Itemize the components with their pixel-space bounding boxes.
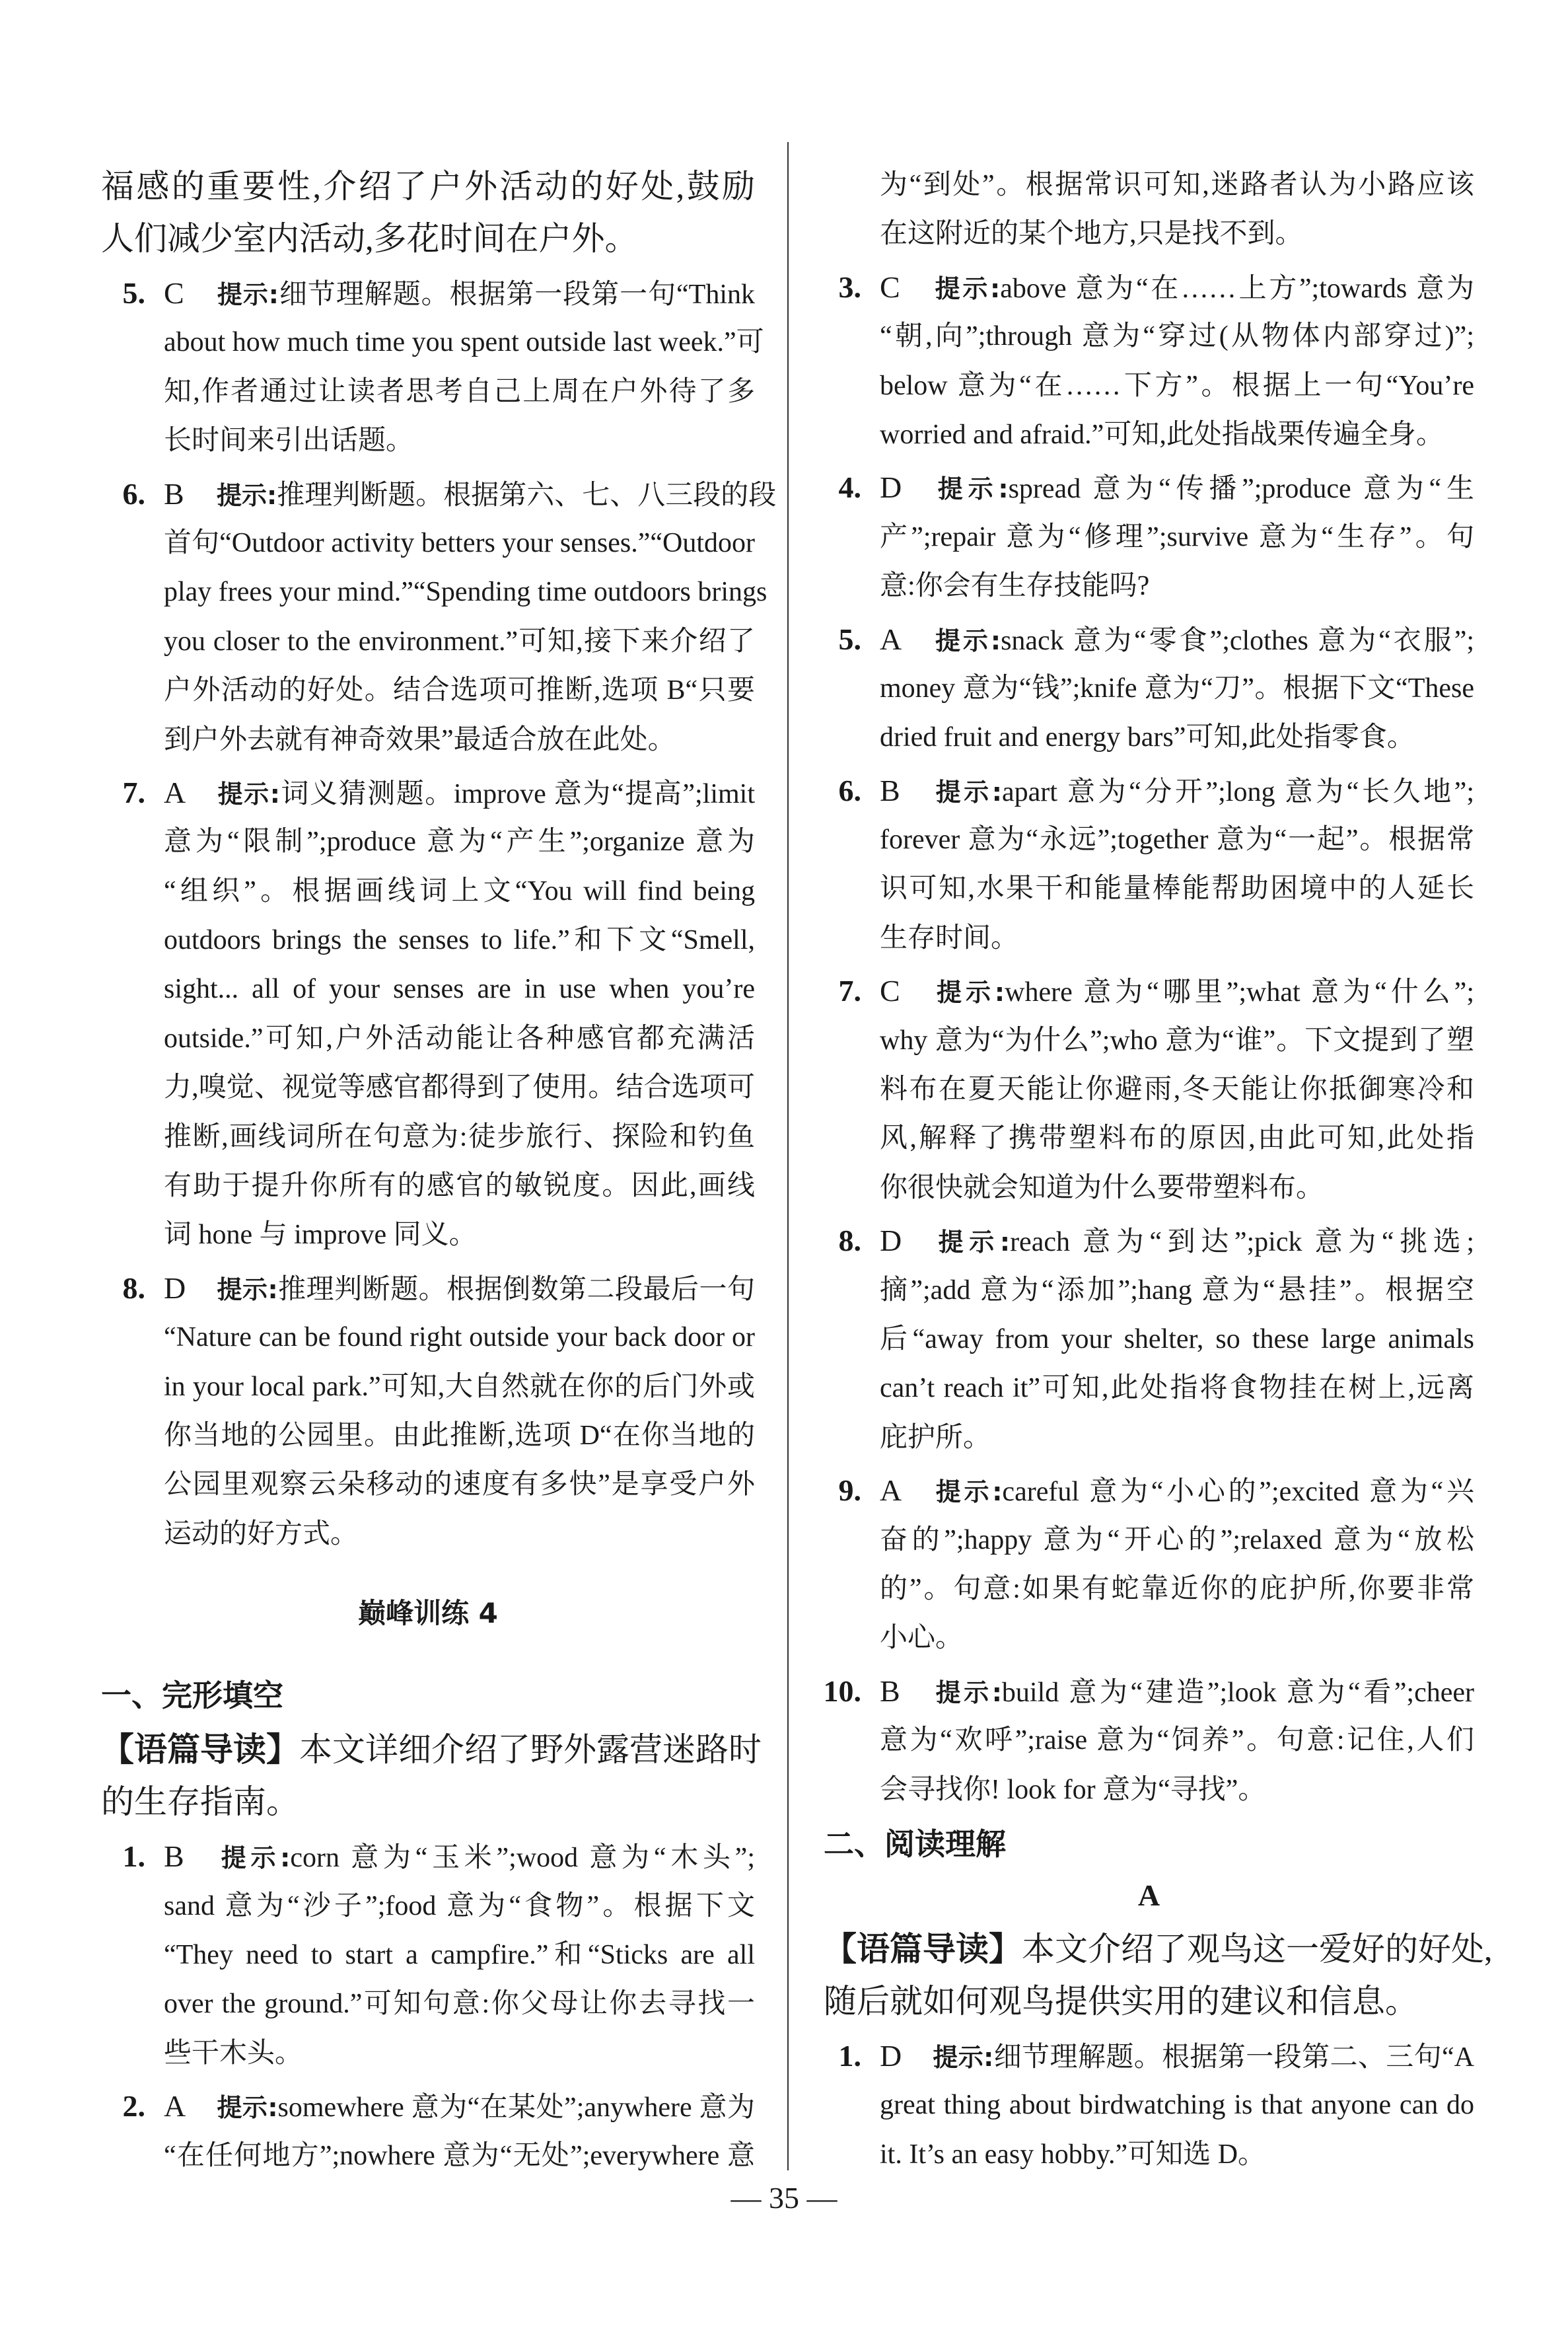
answer-letter: B [164, 476, 184, 511]
text-line: 在这附近的某个地方,只是找不到。 [880, 219, 1303, 250]
text-line [838, 1466, 1474, 1515]
text-line: 的生存指南。 [101, 1783, 299, 1821]
text-line [838, 263, 1474, 312]
line-text: careful 意为“小心的”;excited 意为“兴 [1002, 1477, 1474, 1508]
text-line [122, 2082, 756, 2131]
text-line [838, 967, 1474, 1015]
right-column [823, 0, 1493, 2179]
question-number: 8. [122, 1271, 145, 1305]
answer-letter: B [880, 1674, 900, 1708]
text-line: 随后就如何观鸟提供实用的建议和信息。 [824, 1982, 1418, 2020]
text-line: 词 hone 与 improve 同义。 [164, 1220, 477, 1251]
line-text: 细节理解题。根据第一段第二、三句“A [993, 2042, 1474, 2073]
text-line: 长时间来引出话题。 [164, 425, 414, 457]
text-line: 意为“限制”;produce 意为“产生”;organize 意为 [164, 827, 755, 858]
text-line: “They need to start a campfire.”和“Sticks are all [164, 1939, 755, 1970]
text-line: 会寻找你! look for 意为“寻找”。 [880, 1774, 1266, 1805]
text-line: sand 意为“沙子”;food 意为“食物”。根据下文 [164, 1890, 755, 1921]
hint-label: 提示: [933, 1477, 1003, 1507]
answer-item [824, 967, 1474, 1212]
text-line: “组织”。根据画线词上文“You will find being [164, 875, 755, 906]
text-line: forever 意为“永远”;together 意为“一起”。根据常 [880, 825, 1474, 856]
hint-label: 提示: [933, 274, 1001, 303]
line-text: 词义猜测题。improve 意为“提高”;limit [279, 778, 755, 809]
continued-text [101, 161, 755, 265]
answer-letter: D [880, 1224, 902, 1258]
text-line: 识可知,水果干和能量棒能帮助困境中的人延长 [880, 873, 1474, 904]
text-line [838, 1216, 1474, 1265]
text-line: 推断,画线词所在句意为:徒步旅行、探险和钓鱼 [164, 1121, 755, 1152]
page-number: — 35 — [731, 2181, 837, 2215]
text-line: 有助于提升你所有的感官的敏锐度。因此,画线 [164, 1171, 755, 1202]
text-line: over the ground.”可知句意:你父母让你去寻找一 [164, 1989, 755, 2020]
text-line: 些干木头。 [164, 2038, 303, 2069]
text-line: 摘”;add 意为“添加”;hang 意为“悬挂”。根据空 [880, 1274, 1474, 1306]
question-number: 3. [838, 270, 861, 304]
answer-letter: D [164, 1271, 186, 1305]
guide-label: 【语篇导读】 [101, 1730, 299, 1769]
answer-item [824, 1667, 1474, 1814]
text-line [122, 1832, 755, 1881]
text-line: 的”。句意:如果有蛇靠近你的庇护所,你要非常 [880, 1573, 1474, 1604]
line-text: above 意为“在……上方”;towards 意为 [1000, 273, 1474, 304]
text-line: 户外活动的好处。结合选项可推断,选项 B“只要 [164, 675, 755, 706]
text-line: “Nature can be found right outside your back door or [164, 1322, 755, 1353]
answer-item [101, 1264, 755, 1559]
question-number: 7. [838, 974, 861, 1008]
line-text: snack 意为“零食”;clothes 意为“衣服”; [1001, 625, 1474, 656]
question-number: 4. [838, 470, 861, 505]
answer-item [824, 615, 1474, 762]
text-line: 力,嗅觉、视觉等感官都得到了使用。结合选项可 [164, 1072, 755, 1103]
text-line: 到户外去就有神奇效果”最适合放在此处。 [164, 724, 676, 755]
section-subtitle: A [1137, 1878, 1160, 1912]
text-line: in your local park.”可知,大自然就在你的后门外或 [164, 1371, 755, 1402]
section-heading: 一、完形填空 [101, 1678, 283, 1714]
hint-label: 提示: [217, 480, 277, 510]
text-line: 小心。 [880, 1623, 964, 1654]
hint-label: 提示: [933, 1678, 1002, 1707]
text-line: 风,解释了携带塑料布的原因,由此可知,此处指 [880, 1123, 1474, 1154]
question-number: 9. [838, 1473, 861, 1508]
text-line [838, 766, 1474, 815]
text-line [824, 1923, 1493, 1975]
section-heading: 二、阅读理解 [824, 1826, 1006, 1862]
answer-item [101, 2082, 755, 2180]
line-text: apart 意为“分开”;long 意为“长久地”; [1001, 776, 1474, 807]
text-line: 意为“欢呼”;raise 意为“饲养”。句意:记住,人们 [880, 1725, 1474, 1756]
text-line [823, 1667, 1474, 1716]
passage-guide [101, 1724, 762, 1828]
text-line: 运动的好方式。 [164, 1518, 359, 1549]
left-column [101, 0, 777, 2180]
answer-letter: A [164, 775, 186, 809]
text-line: 公园里观察云朵移动的速度有多快”是享受户外 [164, 1469, 755, 1500]
text-line: 为“到处”。根据常识可知,迷路者认为小路应该 [880, 170, 1474, 200]
hint-label: 提示: [217, 280, 279, 309]
question-number: 1. [838, 2038, 861, 2073]
question-number: 2. [122, 2089, 145, 2123]
text-line: “在任何地方”;nowhere 意为“无处”;everywhere 意 [164, 2140, 755, 2171]
text-line [122, 269, 756, 318]
hint-label: 提示: [217, 2093, 278, 2123]
hint-label: 提示: [217, 779, 280, 809]
text-line: dried fruit and energy bars”可知,此处指零食。 [880, 722, 1415, 753]
answer-letter: C [880, 974, 900, 1008]
answer-letter: C [880, 270, 900, 304]
text-line: 意:你会有生存技能吗? [880, 571, 1150, 602]
text-line: 奋的”;happy 意为“开心的”;relaxed 意为“放松 [880, 1524, 1474, 1555]
text-line [122, 1264, 755, 1313]
hint-label: 提示: [933, 1228, 1011, 1257]
text-line: why 意为“为什么”;who 意为“谁”。下文提到了塑 [880, 1025, 1474, 1056]
answer-letter: D [880, 470, 902, 505]
question-number: 5. [838, 622, 861, 656]
line-text: 推理判断题。根据倒数第二段最后一句 [277, 1274, 755, 1305]
text-line: 后“away from your shelter, so these large animals [880, 1323, 1474, 1354]
answer-item [824, 2032, 1474, 2179]
text-line: worried and afraid.”可知,此处指战栗传遍全身。 [880, 419, 1444, 450]
question-number: 7. [122, 775, 145, 809]
guide-label: 【语篇导读】 [824, 1929, 1022, 1968]
text-line [838, 463, 1474, 512]
text-line: money 意为“钱”;knife 意为“刀”。根据下文“These [880, 673, 1474, 704]
text-line: 福感的重要性,介绍了户外活动的好处,鼓励 [101, 168, 755, 205]
text-line: outside.”可知,户外活动能让各种感官都充满活 [164, 1023, 755, 1054]
text-line: 你当地的公园里。由此推断,选项 D“在你当地的 [164, 1420, 755, 1451]
line-text: build 意为“建造”;look 意为“看”;cheer [1001, 1677, 1474, 1708]
answer-item [101, 470, 777, 764]
line-text: 本文介绍了观鸟这一爱好的好处, [1022, 1930, 1493, 1968]
question-number: 8. [838, 1224, 861, 1258]
line-text: spread 意为“传播”;produce 意为“生 [1008, 474, 1474, 505]
text-line [122, 768, 755, 817]
continued-text [824, 161, 1474, 259]
question-number: 10. [823, 1674, 861, 1708]
answer-letter: B [164, 1839, 184, 1874]
text-line: 你很快就会知道为什么要带塑料布。 [880, 1172, 1324, 1203]
answer-item [824, 263, 1474, 460]
text-line: play frees your mind.”“Spending time outdoors brings [164, 577, 767, 608]
text-line: can’t reach it”可知,此处指将食物挂在树上,远离 [880, 1373, 1474, 1404]
passage-guide [824, 1923, 1493, 2028]
answer-letter: C [164, 276, 184, 310]
line-text: 本文详细介绍了野外露营迷路时 [299, 1731, 762, 1769]
answer-letter: A [164, 2089, 186, 2123]
hint-label: 提示: [933, 978, 1005, 1008]
text-line: 知,作者通过让读者思考自己上周在户外待了多 [164, 376, 755, 407]
answer-item [101, 1832, 755, 2078]
answer-item [824, 1216, 1474, 1462]
answer-item [824, 463, 1474, 610]
answer-letter: A [880, 622, 902, 656]
answer-item [824, 766, 1474, 963]
text-line [122, 470, 777, 519]
question-number: 6. [122, 476, 145, 511]
question-number: 1. [122, 1839, 145, 1874]
text-line [838, 2032, 1474, 2081]
line-text: somewhere 意为“在某处”;anywhere 意为 [277, 2092, 756, 2123]
answer-item [101, 768, 755, 1260]
column-divider [787, 142, 789, 2170]
text-line: outdoors brings the senses to life.”和下文“Smell, [164, 925, 755, 956]
line-text: where 意为“哪里”;what 意为“什么”; [1005, 977, 1474, 1008]
text-line: 庇护所。 [880, 1422, 991, 1453]
hint-label: 提示: [217, 1843, 291, 1873]
text-line: 人们减少室内活动,多花时间在户外。 [101, 220, 638, 257]
hint-label: 提示: [933, 626, 1001, 655]
hint-label: 提示: [933, 777, 1002, 807]
text-line: 首句“Outdoor activity betters your senses.”“Outdoor [164, 527, 755, 558]
hint-label: 提示: [933, 474, 1009, 504]
question-number: 5. [122, 276, 145, 310]
text-line: about how much time you spent outside last week.”可 [164, 327, 764, 358]
text-line [838, 615, 1474, 664]
text-line: it. It’s an easy hobby.”可知选 D。 [880, 2139, 1266, 2170]
hint-label: 提示: [217, 1274, 278, 1304]
question-number: 6. [838, 773, 861, 807]
text-line: 产”;repair 意为“修理”;survive 意为“生存”。句 [880, 521, 1474, 552]
text-line: 生存时间。 [880, 922, 1019, 953]
line-text: corn 意为“玉米”;wood 意为“木头”; [290, 1843, 755, 1874]
text-line: “朝,向”;through 意为“穿过(从物体内部穿过)”; [880, 321, 1474, 352]
answer-letter: D [880, 2038, 902, 2073]
answer-item [101, 269, 764, 466]
section-title: 巅峰训练 4 [358, 1597, 498, 1630]
text-line: sight... all of your senses are in use when you’re [164, 974, 755, 1005]
answer-letter: B [880, 773, 900, 807]
text-line: great thing about birdwatching is that anyone can do [880, 2090, 1474, 2121]
text-line: 料布在夏天能让你避雨,冬天能让你抵御寒冷和 [880, 1074, 1474, 1105]
hint-label: 提示: [933, 2042, 994, 2072]
text-line: you closer to the environment.”可知,接下来介绍了 [164, 626, 755, 657]
answer-item [824, 1466, 1474, 1663]
line-text: 推理判断题。根据第六、七、八三段的段 [277, 480, 777, 511]
text-line: below 意为“在……下方”。根据上一句“You’re [880, 370, 1474, 401]
line-text: 细节理解题。根据第一段第一句“Think [279, 279, 756, 310]
line-text: reach 意为“到达”;pick 意为“挑选; [1010, 1227, 1474, 1258]
answer-letter: A [880, 1473, 902, 1508]
text-line [101, 1724, 762, 1776]
